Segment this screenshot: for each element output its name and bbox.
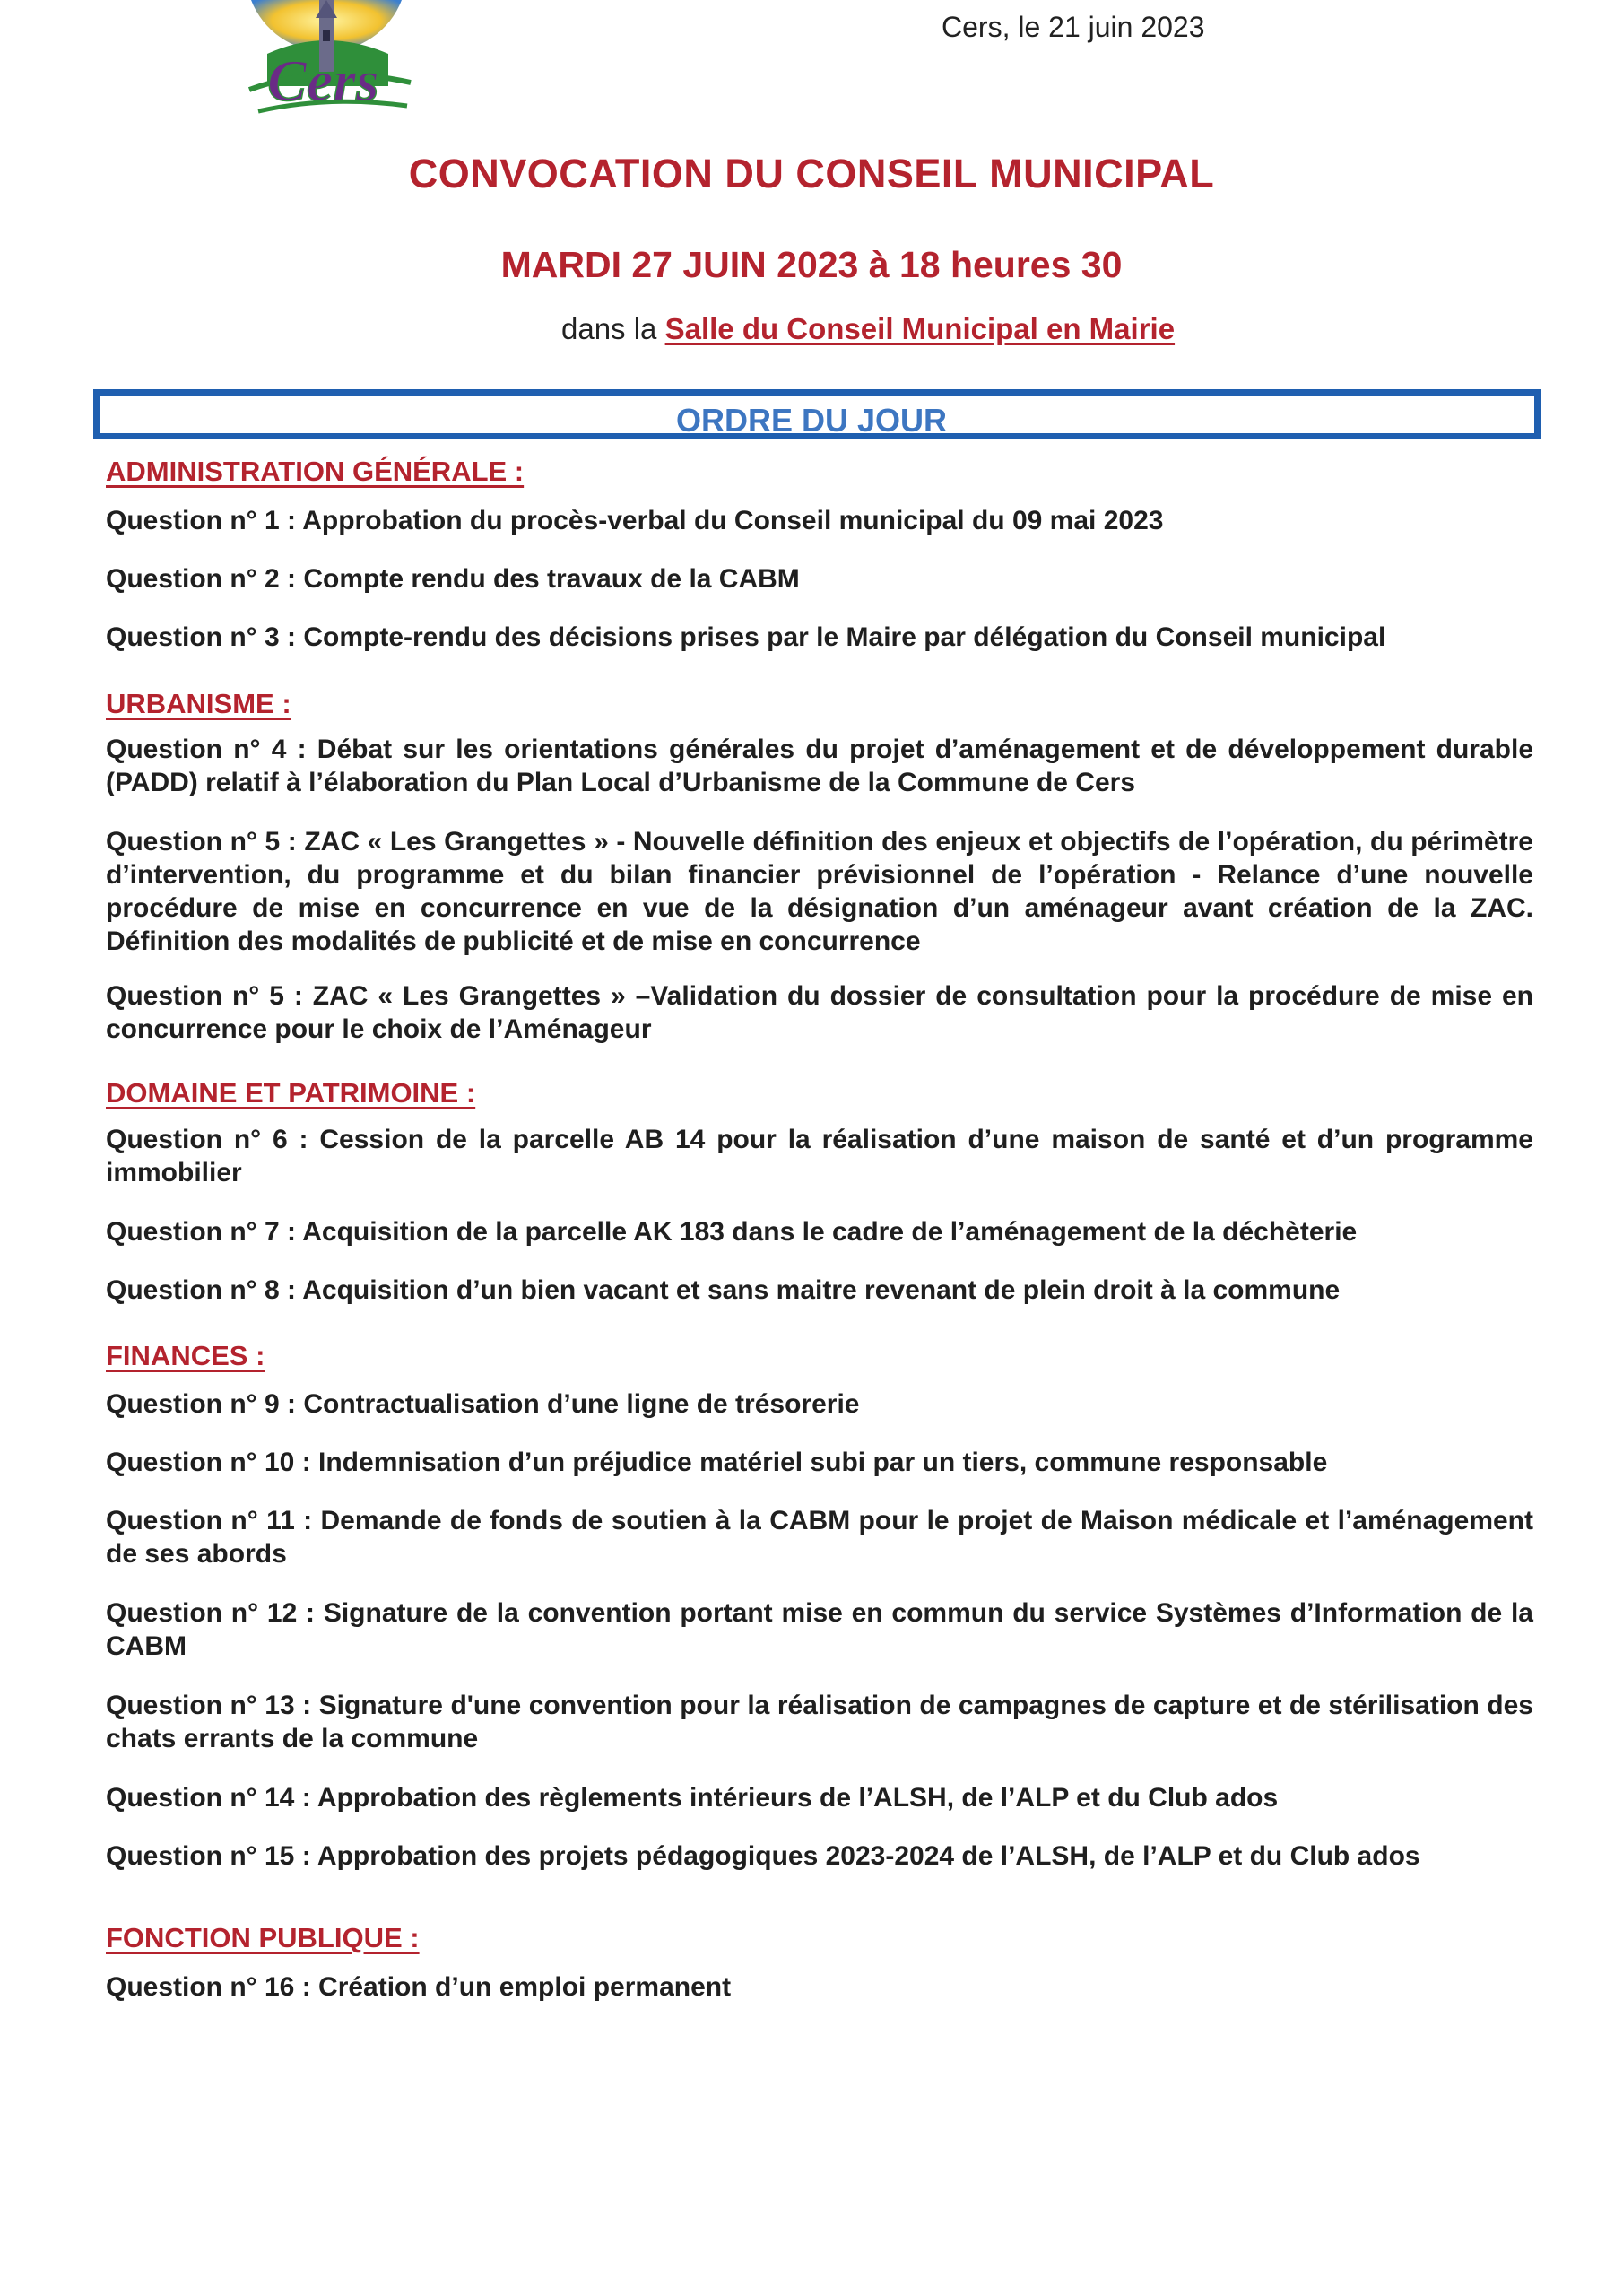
page-title: CONVOCATION DU CONSEIL MUNICIPAL [408,151,1215,196]
agenda-question: Question n° 14 : Approbation des règlements intérieurs de l’ALSH, de l’ALP et du Club ados [106,1783,1279,1813]
agenda-question: Question n° 11 : Demande de fonds de soutien à la CABM pour le projet de Maison médicale et l’aménagement de ses abords [106,1506,1533,1569]
section-heading-finances: FINANCES : [106,1340,265,1371]
agenda-question: Question n° 13 : Signature d'une convention pour la réalisation de campagnes de capture et de stérilisation des chats errants de la commune [106,1691,1533,1753]
agenda-question: Question n° 4 : Débat sur les orientations générales du projet d’aménagement et de développement durable (PADD) relatif à l’élaboration du Plan Local d’Urbanisme de la Commune de Cers [106,735,1533,797]
agenda-question: Question n° 15 : Approbation des projets pédagogiques 2023-2024 de l’ALSH, de l’ALP et du Club ados [106,1841,1420,1871]
agenda-question: Question n° 8 : Acquisition d’un bien vacant et sans maitre revenant de plein droit à la commune [106,1275,1341,1305]
agenda-question: Question n° 12 : Signature de la convention portant mise en commun du service Systèmes d’Information de la CABM [106,1598,1533,1661]
location-venue: Salle du Conseil Municipal en Mairie [664,312,1176,345]
cers-logo-icon [231,0,421,122]
agenda-question: Question n° 5 : ZAC « Les Grangettes » - Nouvelle définition des enjeux et objectifs de l’opération, du périmètre d’intervention, du programme et du bilan financier prévisionnel de l’opération - Relance d’une nouvelle procédure de mise en concurrence en vue de la désignation d’un aménageur avant création de la ZAC. Définition des modalités de publicité et de mise en concurrence [106,827,1533,956]
document-date: Cers, le 21 juin 2023 [942,11,1205,43]
meeting-date: MARDI 27 JUIN 2023 à 18 heures 30 [500,244,1123,285]
agenda-question: Question n° 9 : Contractualisation d’une ligne de trésorerie [106,1389,860,1419]
agenda-question: Question n° 16 : Création d’un emploi permanent [106,1972,732,2002]
agenda-question: Question n° 5 : ZAC « Les Grangettes » –Validation du dossier de consultation pour la procédure de mise en concurrence pour le choix de l’Aménageur [106,981,1533,1044]
section-heading-administration: ADMINISTRATION GÉNÉRALE : [106,456,525,487]
agenda-question: Question n° 7 : Acquisition de la parcelle AK 183 dans le cadre de l’aménagement de la déchèterie [106,1217,1358,1247]
agenda-question: Question n° 10 : Indemnisation d’un préjudice matériel subi par un tiers, commune responsable [106,1448,1328,1477]
location-prefix: dans la [561,312,657,345]
logo-text: Cers [267,48,379,114]
section-heading-domaine-patrimoine: DOMAINE ET PATRIMOINE : [106,1077,476,1109]
agenda-question: Question n° 1 : Approbation du procès-verbal du Conseil municipal du 09 mai 2023 [106,506,1164,535]
meeting-location [561,312,1175,346]
agenda-question: Question n° 3 : Compte-rendu des décisions prises par le Maire par délégation du Conseil municipal [106,622,1386,652]
section-heading-fonction-publique: FONCTION PUBLIQUE : [106,1922,420,1953]
section-heading-urbanisme: URBANISME : [106,688,291,719]
agenda-question: Question n° 2 : Compte rendu des travaux de la CABM [106,564,800,594]
agenda-title: ORDRE DU JOUR [675,402,948,439]
agenda-question: Question n° 6 : Cession de la parcelle AB 14 pour la réalisation d’une maison de santé et d’un programme immobilier [106,1125,1533,1187]
